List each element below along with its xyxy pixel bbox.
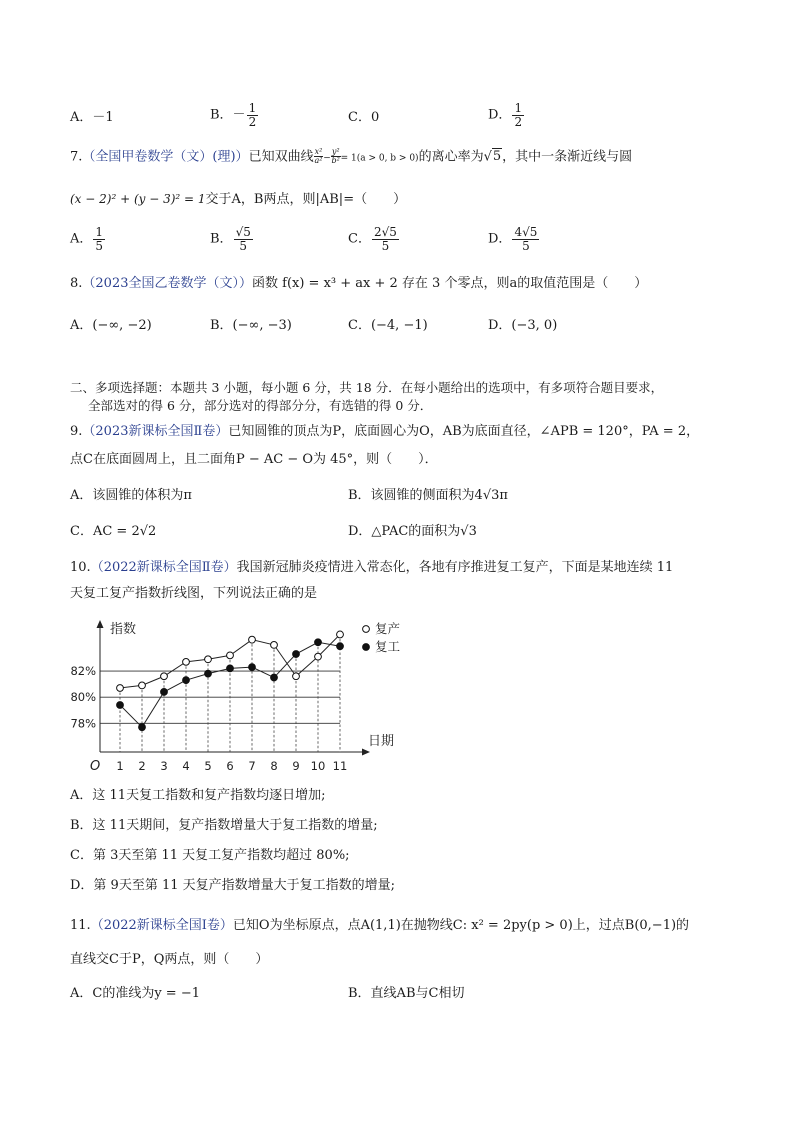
q9-number: 9.: [70, 424, 83, 439]
q7-option-a: [70, 226, 106, 252]
legend-marker: [363, 644, 370, 651]
q11-stem-line1-text: 已知O为坐标原点，点A(1,1)在抛物线C: x² = 2py(p > 0)上，过点B(0,−1)的: [232, 918, 690, 933]
q11-number: 11.: [70, 918, 91, 933]
sqrt-sign: √: [483, 149, 492, 165]
x-tick-label: 5: [204, 759, 212, 773]
q6-option-d: [488, 102, 525, 128]
x-tick-label: 2: [138, 759, 146, 773]
q8-stem: [70, 276, 647, 292]
filled-point: [139, 724, 146, 731]
hollow-point: [315, 653, 322, 660]
fraction-denominator: 2: [248, 114, 257, 129]
q6-option-d-prefix: D．: [488, 107, 512, 123]
fraction-denominator: 2: [514, 114, 523, 129]
q10-number: 10.: [70, 560, 91, 575]
q9-stem-line1-text: 已知圆锥的顶点为P，底面圆心为O，AB为底面直径，∠APB = 120°，PA = 2，: [228, 424, 700, 439]
q9-option-a: A．该圆锥的体积为π: [70, 488, 192, 503]
y-axis-label: 指数: [110, 622, 137, 637]
q10-option-d: D．第 9天至第 11 天复产指数增量大于复工指数的增量;: [70, 878, 396, 893]
filled-point: [183, 677, 190, 684]
filled-point: [117, 702, 124, 709]
fraction-numerator: 4√5: [514, 225, 538, 239]
y-tick-label: 82%: [70, 664, 96, 679]
q10-stem-line1-text: 我国新冠肺炎疫情进入常态化，各地有序推进复工复产，下面是某地连续 11: [236, 560, 674, 575]
section2-heading-line1: 二、多项选择题：本题共 3 小题，每小题 6 分，共 18 分．在每小题给出的选项中，有多项符合题目要求，: [70, 380, 664, 395]
option-prefix: B．: [210, 231, 233, 247]
q6-option-b-fraction: [247, 102, 259, 128]
fraction-denominator: 5: [239, 238, 248, 253]
q8-option-b: B．(−∞, −3): [210, 318, 292, 333]
q10-option-b: B．这 11天期间，复产指数增量大于复工指数的增量;: [70, 818, 378, 833]
hollow-point: [271, 641, 278, 648]
q7-stem-b: 的离心率为: [418, 149, 484, 165]
y-tick-label: 78%: [70, 716, 96, 731]
q9-stem-line2: 点C在底面圆周上，且二面角P − AC − O为 45°，则（ ）．: [70, 452, 438, 467]
q7-stem-line1: [70, 148, 632, 166]
q8-stem-text: 函数 f(x) = x³ + ax + 2 存在 3 个零点，则a的取值范围是（ ）: [252, 276, 648, 291]
option-prefix: C．: [348, 231, 371, 247]
q6-option-b-prefix: B．－: [210, 107, 246, 123]
x-axis-label: 日期: [368, 734, 395, 749]
q8-option-d: D．(−3, 0): [488, 318, 558, 333]
hollow-point: [183, 658, 190, 665]
fraction-denominator: b²: [331, 156, 340, 166]
q8-number: 8.: [70, 276, 83, 291]
q10-option-c: C．第 3天至第 11 天复工复产指数均超过 80%;: [70, 848, 350, 863]
q9-stem-line1: [70, 424, 699, 440]
q7-stem-c: ，其中一条渐近线与圆: [502, 149, 633, 165]
eccentricity-value: 5: [492, 149, 502, 165]
hyperbola-rest: = 1(a > 0, b > 0): [340, 153, 419, 164]
chart-legend: [363, 621, 401, 654]
q6-option-b: [210, 102, 259, 128]
legend-label: 复产: [375, 621, 401, 636]
fraction-numerator: 1: [248, 101, 257, 115]
circle-equation: (x − 2)² + (y − 3)² = 1: [70, 192, 206, 206]
fraction-numerator: √5: [235, 225, 251, 239]
x-tick-label: 8: [270, 759, 278, 773]
filled-point: [227, 665, 234, 672]
x-tick-label: 9: [292, 759, 300, 773]
chart-gridlines: [100, 671, 340, 723]
chart-axes: [97, 620, 371, 756]
x-tick-label: 11: [332, 759, 348, 773]
y-tick-label: 80%: [70, 690, 96, 705]
q7-number: 7.: [70, 149, 83, 165]
hollow-point: [249, 636, 256, 643]
q7-stem-line2: [70, 192, 406, 208]
hollow-point: [293, 673, 300, 680]
fraction-numerator: 1: [514, 101, 523, 115]
fraction-numerator: 1: [95, 225, 104, 239]
x-tick-label: 10: [310, 759, 326, 773]
hyperbola-y-term: [331, 148, 341, 166]
filled-point: [293, 651, 300, 658]
q10-source: （2022新课标全国Ⅱ卷）: [90, 560, 237, 575]
fraction-denominator: 5: [381, 238, 390, 253]
option-prefix: D．: [488, 231, 512, 247]
q6-option-a: A．－1: [70, 110, 114, 125]
option-fraction: [372, 226, 399, 252]
x-tick-label: 3: [160, 759, 168, 773]
x-tick-label: 6: [226, 759, 234, 773]
filled-point: [205, 670, 212, 677]
legend-label: 复工: [375, 639, 401, 654]
q7-source: （全国甲卷数学（文）(理)）: [82, 149, 249, 165]
hollow-point: [161, 673, 168, 680]
q7-option-b: [210, 226, 254, 252]
q8-option-c: C．(−4, −1): [348, 318, 428, 333]
hyperbola-x-term: [314, 148, 324, 166]
fraction-numerator: 2√5: [373, 225, 397, 239]
section2-heading-line2: 全部选对的得 6 分，部分选对的得部分分，有选错的得 0 分．: [88, 398, 433, 413]
q7-option-d: [488, 226, 540, 252]
q10-option-a: A．这 11天复工指数和复产指数均逐日增加;: [70, 788, 326, 803]
q10-stem-line2: 天复工复产指数折线图，下列说法正确的是: [70, 586, 318, 601]
filled-point: [271, 674, 278, 681]
hollow-point: [117, 685, 124, 692]
filled-point: [161, 689, 168, 696]
hollow-point: [205, 656, 212, 663]
q8-option-a: A．(−∞, −2): [70, 318, 152, 333]
index-line-chart: [70, 614, 420, 780]
x-axis-arrow-icon: [362, 749, 370, 756]
q10-stem-line1: [70, 560, 673, 576]
fraction-numerator: x²: [314, 147, 323, 156]
q9-source: （2023新课标全国Ⅱ卷）: [82, 424, 229, 439]
x-tick-label: 7: [248, 759, 256, 773]
filled-point: [249, 664, 256, 671]
legend-marker: [363, 626, 370, 633]
origin-label: O: [90, 759, 101, 774]
q9-option-b: B．该圆锥的侧面积为4√3π: [348, 488, 508, 503]
q8-source: （2023全国乙卷数学（文））: [82, 276, 252, 291]
hollow-point: [227, 652, 234, 659]
x-tick-label: 4: [182, 759, 190, 773]
q11-option-a: A．C的准线为y = −1: [70, 986, 201, 1001]
fraction-denominator: a²: [314, 156, 323, 166]
hollow-point: [139, 682, 146, 689]
q9-option-c: C．AC = 2√2: [70, 524, 157, 539]
chart-series-lines: [120, 634, 340, 727]
fraction-denominator: 5: [95, 238, 104, 253]
q11-option-b: B．直线AB与C相切: [348, 986, 465, 1001]
hyperbola-minus: −: [323, 153, 331, 164]
filled-point: [315, 639, 322, 646]
q6-option-d-fraction: [512, 102, 524, 128]
q11-source: （2022新课标全国Ⅰ卷）: [90, 918, 233, 933]
q6-option-c: C．0: [348, 110, 380, 125]
fraction-denominator: 5: [522, 238, 530, 253]
q7-stem-line2-text: 交于A，B两点，则|AB|=（ ）: [205, 192, 407, 207]
fraction-numerator: y²: [331, 147, 340, 156]
hollow-point: [337, 631, 344, 638]
q11-stem-line2: 直线交C于P，Q两点，则（ ）: [70, 952, 269, 967]
option-fraction: [234, 226, 253, 252]
q7-option-c: [348, 226, 400, 252]
q7-stem-a: 已知双曲线: [248, 149, 314, 165]
filled-point: [337, 643, 344, 650]
x-tick-label: 1: [116, 759, 124, 773]
q11-stem-line1: [70, 918, 689, 934]
option-fraction: [93, 226, 105, 252]
option-prefix: A．: [70, 231, 93, 247]
y-axis-arrow-icon: [97, 620, 104, 628]
option-fraction: [512, 226, 539, 252]
q9-option-d: D．△PAC的面积为√3: [348, 524, 477, 539]
